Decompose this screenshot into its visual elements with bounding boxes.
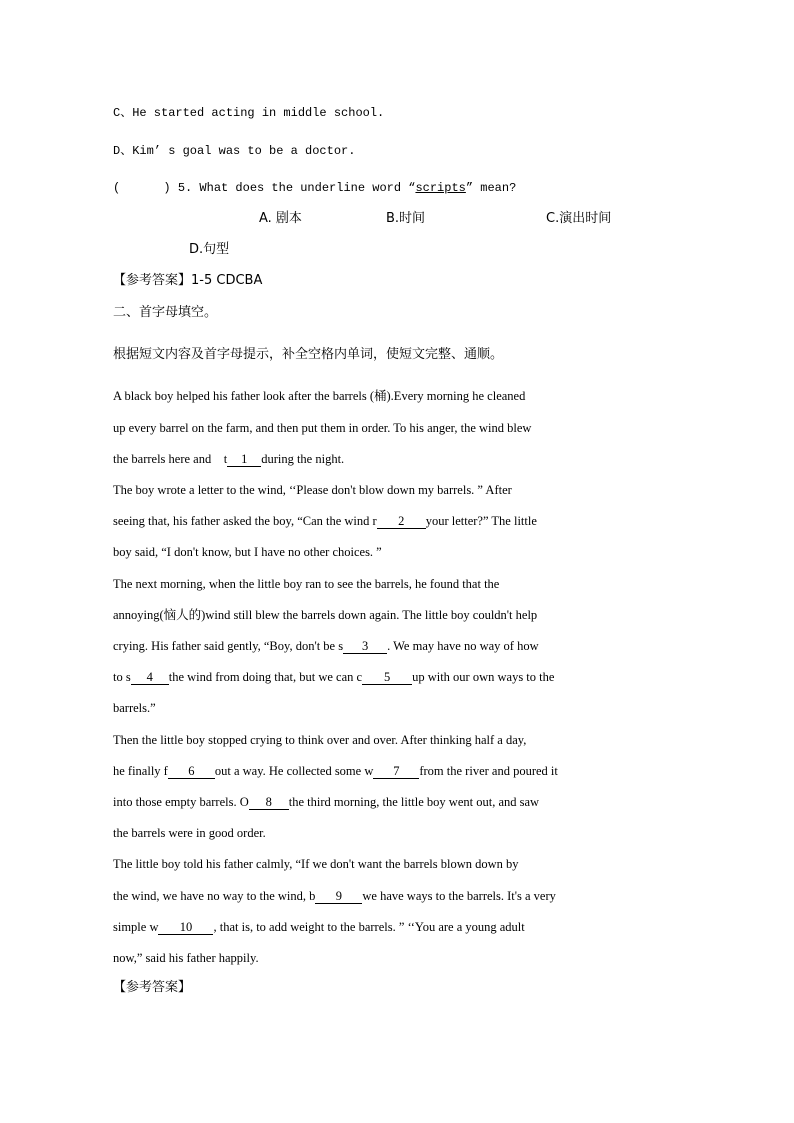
passage-line-1: A black boy helped his father look after the barrels (桶).Every morning he cleaned xyxy=(113,389,526,403)
question-5-text-post: ” mean? xyxy=(465,181,517,195)
text: he finally f xyxy=(113,764,168,778)
blank-8[interactable]: 8 xyxy=(249,796,289,810)
blank-7[interactable]: 7 xyxy=(373,765,419,779)
option-5b: B.时间 xyxy=(386,211,426,226)
blank-4[interactable]: 4 xyxy=(131,671,169,685)
passage-line-2: up every barrel on the farm, and then put them in order. To his anger, the wind blew xyxy=(113,421,532,435)
blank-6[interactable]: 6 xyxy=(168,765,215,779)
text: up with our own ways to the xyxy=(412,670,555,684)
passage-line-5 xyxy=(113,513,537,529)
section-2-title: 二、首字母填空。 xyxy=(113,305,218,320)
blank-1[interactable]: 1 xyxy=(227,453,261,467)
passage-line-6: boy said, “I don't know, but I have no other choices. ” xyxy=(113,545,382,559)
passage-line-8: annoying(恼人的)wind still blew the barrels down again. The little boy couldn't help xyxy=(113,608,538,622)
passage-line-15: the barrels were in good order. xyxy=(113,826,266,840)
option-d: D、Kim’ s goal was to be a doctor. xyxy=(113,144,356,158)
underlined-word: scripts xyxy=(415,181,466,195)
text: the wind, we have no way to the wind, b xyxy=(113,889,316,903)
text: we have ways to the barrels. It's a very xyxy=(362,889,556,903)
passage-line-18 xyxy=(113,919,525,935)
text: from the river and poured it xyxy=(419,764,558,778)
passage-line-12: Then the little boy stopped crying to think over and over. After thinking half a day, xyxy=(113,733,527,747)
option-c: C、He started acting in middle school. xyxy=(113,106,385,120)
passage-line-19: now,” said his father happily. xyxy=(113,951,259,965)
text: into those empty barrels. O xyxy=(113,795,249,809)
blank-9[interactable]: 9 xyxy=(315,890,362,904)
answer-paren: ( ) xyxy=(113,181,171,195)
blank-3[interactable]: 3 xyxy=(343,640,387,654)
answer-key-1: 【参考答案】1-5 CDCBA xyxy=(113,273,263,288)
passage-line-10 xyxy=(113,669,554,685)
passage-line-4: The boy wrote a letter to the wind, ‘‘Please don't blow down my barrels. ” After xyxy=(113,483,512,497)
passage-line-16: The little boy told his father calmly, “If we don't want the barrels blown down by xyxy=(113,857,519,871)
text: your letter?” The little xyxy=(425,514,537,528)
instructions: 根据短文内容及首字母提示，补全空格内单词，使短文完整、通顺。 xyxy=(113,347,504,362)
blank-5[interactable]: 5 xyxy=(362,671,412,685)
question-5 xyxy=(113,180,516,196)
option-5d: D.句型 xyxy=(189,242,230,257)
text: the third morning, the little boy went out, and saw xyxy=(288,795,540,809)
passage-line-7: The next morning, when the little boy ran to see the barrels, he found that the xyxy=(113,577,500,591)
passage-line-13 xyxy=(113,763,558,779)
text: the wind from doing that, but we can c xyxy=(168,670,363,684)
text: seeing that, his father asked the boy, “Can the wind r xyxy=(113,514,377,528)
text: . We may have no way of how xyxy=(387,639,539,653)
text: crying. His father said gently, “Boy, don't be s xyxy=(113,639,344,653)
passage-line-14 xyxy=(113,794,539,810)
text: , that is, to add weight to the barrels. ” ‘‘You are a young adult xyxy=(213,920,525,934)
passage-line-11: barrels.” xyxy=(113,701,156,715)
text: the barrels here and t xyxy=(113,452,228,466)
text: out a way. He collected some w xyxy=(214,764,374,778)
passage-line-9 xyxy=(113,638,539,654)
option-5c: C.演出时间 xyxy=(546,211,612,226)
text: to s xyxy=(113,670,131,684)
question-5-text-pre: 5. What does the underline word “ xyxy=(177,181,416,195)
option-5a: A. 剧本 xyxy=(259,211,302,226)
passage-line-17 xyxy=(113,888,556,904)
passage-line-3 xyxy=(113,451,344,467)
text: simple w xyxy=(113,920,159,934)
blank-10[interactable]: 10 xyxy=(158,921,213,935)
text: during the night. xyxy=(261,452,345,466)
answer-key-2: 【参考答案】 xyxy=(113,980,192,995)
blank-2[interactable]: 2 xyxy=(377,515,426,529)
